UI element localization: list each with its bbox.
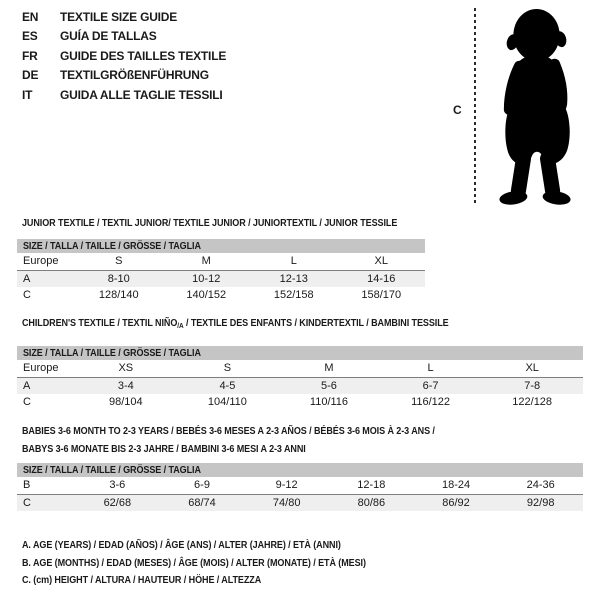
cell: 4-5 [219, 380, 236, 392]
size-bar-label: SIZE / TALLA / TAILLE / GRÖSSE / TAGLIA [23, 347, 201, 359]
table-row-b [17, 477, 583, 495]
language-row-en [22, 7, 226, 27]
language-title: TEXTILGRÖßENFÜHRUNG [60, 68, 209, 83]
language-code: EN [22, 9, 39, 24]
children-heading-post: / TEXTILE DES ENFANTS / KINDERTEXTIL / BAMBINI TESSILE [183, 317, 449, 329]
row-label: B [23, 479, 31, 491]
language-code: IT [22, 87, 33, 102]
babies-heading-line2: BABYS 3-6 MONATE BIS 2-3 JAHRE / BAMBINI 3-6 MESI A 2-3 ANNI [22, 442, 306, 455]
table-row-europe [17, 360, 583, 378]
cell: 3-6 [109, 479, 126, 491]
language-code: FR [22, 48, 38, 63]
children-heading-pre: CHILDREN'S TEXTILE / TEXTIL NIÑO [22, 317, 178, 329]
table-row-europe [17, 253, 425, 271]
col-header: L [427, 362, 434, 374]
cell: 98/104 [108, 396, 143, 408]
size-header-bar [17, 239, 425, 253]
cell: 74/80 [272, 497, 301, 509]
children-section-heading [22, 317, 518, 330]
col-header: XL [374, 255, 388, 267]
children-heading-text [22, 317, 449, 330]
footnote-b-text: B. AGE (MONTHS) / EDAD (MESES) / ÂGE (MOIS) / ALTER (MONATE) / ETÀ (MESI) [22, 556, 366, 569]
row-label: C [23, 396, 31, 408]
footnote-a-text: A. AGE (YEARS) / EDAD (AÑOS) / ÂGE (ANS) / ALTER (JAHRE) / ETÀ (ANNI) [22, 539, 341, 551]
language-title: TEXTILE SIZE GUIDE [60, 9, 178, 24]
language-row-es [22, 27, 226, 47]
babies-size-table [17, 463, 583, 511]
cell: 62/68 [103, 497, 132, 509]
cell: 12-18 [357, 479, 386, 491]
language-code: DE [22, 68, 39, 83]
babies-heading-line1: BABIES 3-6 MONTH TO 2-3 YEARS / BEBÉS 3-6 MESES A 2-3 AÑOS / BÉBÉS 3-6 MOIS À 2-3 ANS / [22, 425, 435, 437]
cell: 80/86 [357, 497, 386, 509]
cell: 5-6 [321, 380, 337, 392]
col-header: S [115, 255, 123, 267]
cell: 140/152 [186, 289, 227, 301]
row-label: A [23, 273, 31, 285]
size-header-bar [17, 463, 583, 477]
cell: 110/116 [309, 396, 349, 408]
language-title: GUIDE DES TAILLES TEXTILE [60, 48, 227, 63]
babies-section-heading [22, 423, 502, 458]
cell: 116/122 [411, 396, 451, 408]
language-row-fr [22, 46, 226, 66]
language-title-list [22, 7, 226, 105]
cell: 158/170 [361, 289, 402, 301]
height-measure-dotted-line [474, 8, 476, 206]
language-row-de [22, 66, 226, 86]
footnote-legend [22, 537, 422, 590]
cell: 12-13 [279, 273, 308, 285]
cell: 128/140 [98, 289, 139, 301]
cell: 6-7 [422, 380, 439, 392]
size-header-bar [17, 346, 583, 360]
col-header: XL [525, 362, 539, 374]
cell: 9-12 [275, 479, 298, 491]
table-row-c [17, 495, 583, 511]
cell: 18-24 [441, 479, 471, 491]
junior-heading-text: JUNIOR TEXTILE / TEXTIL JUNIOR/ TEXTILE JUNIOR / JUNIORTEXTIL / JUNIOR TESSILE [22, 217, 398, 229]
row-label: Europe [23, 255, 59, 267]
row-label: C [23, 289, 31, 301]
col-header: S [223, 362, 232, 374]
language-code: ES [22, 29, 38, 44]
cell: 3-4 [117, 380, 134, 392]
cell: 86/92 [442, 497, 470, 509]
cell: 68/74 [188, 497, 216, 509]
col-header: M [201, 255, 211, 267]
children-heading-sub: /A [177, 321, 184, 330]
junior-section-heading [22, 217, 458, 229]
language-row-it [22, 85, 226, 105]
cell: 122/128 [512, 396, 553, 408]
cell: 8-10 [107, 273, 130, 285]
row-label: C [23, 497, 31, 509]
row-label: Europe [23, 362, 59, 374]
height-measure-label: C [453, 103, 462, 117]
language-title: GUÍA DE TALLAS [60, 29, 157, 44]
table-row-a [17, 378, 583, 394]
cell: 14-16 [367, 273, 396, 285]
size-bar-label: SIZE / TALLA / TAILLE / GRÖSSE / TAGLIA [23, 464, 201, 476]
table-row-a [17, 271, 425, 287]
footnote-b [22, 555, 422, 573]
cell: 104/110 [207, 396, 247, 408]
toddler-silhouette-icon [486, 6, 583, 209]
cell: 7-8 [524, 380, 541, 392]
row-label: A [23, 380, 31, 392]
language-title: GUIDA ALLE TAGLIE TESSILI [60, 87, 223, 102]
col-header: XS [118, 362, 134, 374]
footnote-c-text: C. (cm) HEIGHT / ALTURA / HAUTEUR / HÖHE / ALTEZZA [22, 574, 262, 586]
cell: 92/98 [526, 497, 555, 509]
cell: 10-12 [192, 273, 221, 285]
col-header: M [324, 362, 334, 374]
cell: 6-9 [194, 479, 210, 491]
table-row-c [17, 287, 425, 303]
junior-size-table [17, 239, 425, 303]
footnote-c [22, 572, 422, 590]
footnote-a [22, 537, 422, 555]
col-header: L [290, 255, 297, 267]
size-bar-label: SIZE / TALLA / TAILLE / GRÖSSE / TAGLIA [23, 240, 201, 252]
cell: 152/158 [273, 289, 314, 301]
table-row-c [17, 394, 583, 410]
children-size-table [17, 346, 583, 410]
cell: 24-36 [526, 479, 555, 491]
